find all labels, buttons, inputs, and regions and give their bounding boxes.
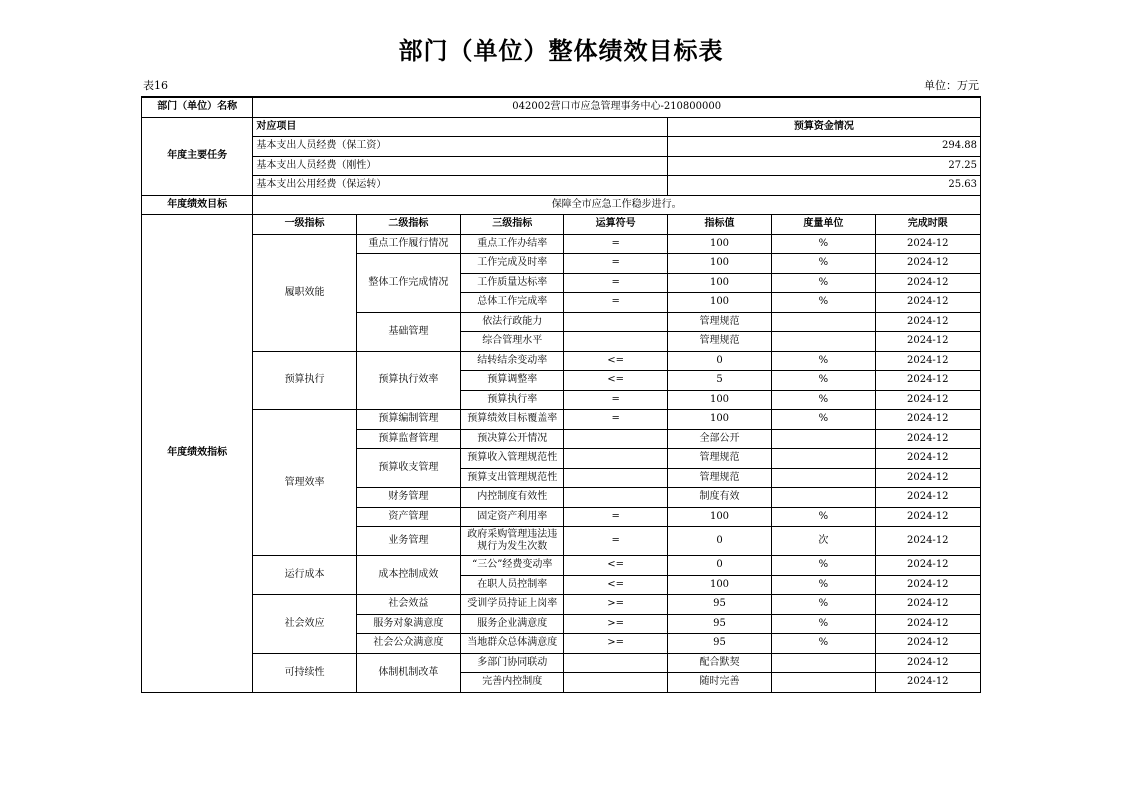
tasks-label: 年度主要任务 (142, 117, 253, 195)
deadline: 2024-12 (875, 312, 980, 332)
deadline: 2024-12 (875, 254, 980, 274)
indicator-row (142, 556, 981, 576)
header-l2: 二级指标 (356, 215, 460, 235)
deadline: 2024-12 (875, 527, 980, 556)
target-value: 管理规范 (667, 332, 771, 352)
level3-indicator: 预算调整率 (461, 371, 564, 391)
dept-name-label: 部门（单位）名称 (142, 97, 253, 117)
task-amount: 27.25 (667, 156, 980, 176)
level3-indicator: 在职人员控制率 (461, 575, 564, 595)
tasks-col-budget: 预算资金情况 (667, 117, 980, 137)
measure-unit (772, 449, 875, 469)
deadline: 2024-12 (875, 273, 980, 293)
operator (564, 449, 667, 469)
measure-unit (772, 653, 875, 673)
level3-indicator: 服务企业满意度 (461, 614, 564, 634)
measure-unit: % (772, 575, 875, 595)
operator: <= (564, 351, 667, 371)
measure-unit (772, 468, 875, 488)
dept-name-value: 042002营口市应急管理事务中心-210800000 (253, 97, 981, 117)
deadline: 2024-12 (875, 634, 980, 654)
deadline: 2024-12 (875, 234, 980, 254)
measure-unit (772, 488, 875, 508)
level2-indicator: 财务管理 (356, 488, 460, 508)
measure-unit: % (772, 556, 875, 576)
target-value: 100 (667, 575, 771, 595)
deadline: 2024-12 (875, 556, 980, 576)
indicator-row (142, 234, 981, 254)
header-value: 指标值 (667, 215, 771, 235)
level2-indicator: 社会效益 (356, 595, 460, 615)
tasks-col-item: 对应项目 (253, 117, 667, 137)
task-amount: 294.88 (667, 137, 980, 157)
deadline: 2024-12 (875, 575, 980, 595)
header-deadline: 完成时限 (875, 215, 980, 235)
deadline: 2024-12 (875, 653, 980, 673)
level3-indicator: 预算绩效目标覆盖率 (461, 410, 564, 430)
operator: = (564, 254, 667, 274)
level3-indicator: 当地群众总体满意度 (461, 634, 564, 654)
level3-indicator: 总体工作完成率 (461, 293, 564, 313)
deadline: 2024-12 (875, 595, 980, 615)
target-value: 100 (667, 234, 771, 254)
measure-unit (772, 429, 875, 449)
level3-indicator: 工作质量达标率 (461, 273, 564, 293)
level2-indicator: 预算编制管理 (356, 410, 460, 430)
level3-indicator: “三公”经费变动率 (461, 556, 564, 576)
measure-unit (772, 312, 875, 332)
header-l1: 一级指标 (253, 215, 356, 235)
level2-indicator: 预算收支管理 (356, 449, 460, 488)
operator (564, 488, 667, 508)
level3-indicator: 预决算公开情况 (461, 429, 564, 449)
target-value: 管理规范 (667, 449, 771, 469)
operator: <= (564, 556, 667, 576)
target-value: 100 (667, 507, 771, 527)
operator (564, 653, 667, 673)
deadline: 2024-12 (875, 449, 980, 469)
level1-indicator: 运行成本 (253, 556, 356, 595)
goal-label: 年度绩效目标 (142, 195, 253, 215)
performance-table (141, 96, 981, 693)
task-item: 基本支出公用经费（保运转） (253, 176, 667, 196)
unit-label: 单位：万元 (924, 79, 979, 92)
deadline: 2024-12 (875, 293, 980, 313)
measure-unit: % (772, 293, 875, 313)
operator: >= (564, 634, 667, 654)
level1-indicator: 履职效能 (253, 234, 356, 351)
measure-unit: % (772, 351, 875, 371)
target-value: 100 (667, 293, 771, 313)
operator (564, 673, 667, 693)
level3-indicator: 工作完成及时率 (461, 254, 564, 274)
goal-value: 保障全市应急工作稳步进行。 (253, 195, 981, 215)
operator: <= (564, 575, 667, 595)
task-item: 基本支出人员经费（保工资） (253, 137, 667, 157)
level3-indicator: 预算支出管理规范性 (461, 468, 564, 488)
operator (564, 312, 667, 332)
deadline: 2024-12 (875, 614, 980, 634)
target-value: 0 (667, 527, 771, 556)
level1-indicator: 预算执行 (253, 351, 356, 410)
deadline: 2024-12 (875, 332, 980, 352)
operator (564, 429, 667, 449)
measure-unit: % (772, 634, 875, 654)
operator: = (564, 390, 667, 410)
level2-indicator: 重点工作履行情况 (356, 234, 460, 254)
target-value: 随时完善 (667, 673, 771, 693)
measure-unit: % (772, 595, 875, 615)
deadline: 2024-12 (875, 410, 980, 430)
task-amount: 25.63 (667, 176, 980, 196)
target-value: 100 (667, 273, 771, 293)
target-value: 全部公开 (667, 429, 771, 449)
measure-unit: % (772, 410, 875, 430)
level1-indicator: 管理效率 (253, 410, 356, 556)
level3-indicator: 结转结余变动率 (461, 351, 564, 371)
level2-indicator: 社会公众满意度 (356, 634, 460, 654)
indicator-row (142, 351, 981, 371)
header-op: 运算符号 (564, 215, 667, 235)
header-l3: 三级指标 (461, 215, 564, 235)
operator: = (564, 273, 667, 293)
level1-indicator: 可持续性 (253, 653, 356, 692)
measure-unit: % (772, 371, 875, 391)
measure-unit: % (772, 614, 875, 634)
measure-unit: % (772, 390, 875, 410)
target-value: 5 (667, 371, 771, 391)
deadline: 2024-12 (875, 488, 980, 508)
operator: = (564, 410, 667, 430)
level3-indicator: 重点工作办结率 (461, 234, 564, 254)
operator: <= (564, 371, 667, 391)
target-value: 100 (667, 390, 771, 410)
operator: = (564, 293, 667, 313)
measure-unit: % (772, 273, 875, 293)
level3-indicator: 内控制度有效性 (461, 488, 564, 508)
target-value: 95 (667, 634, 771, 654)
target-value: 95 (667, 614, 771, 634)
target-value: 0 (667, 351, 771, 371)
level3-indicator: 综合管理水平 (461, 332, 564, 352)
indicator-row (142, 410, 981, 430)
indicator-row (142, 653, 981, 673)
level2-indicator: 预算执行效率 (356, 351, 460, 410)
indicators-label: 年度绩效指标 (142, 215, 253, 693)
level2-indicator: 整体工作完成情况 (356, 254, 460, 313)
page-title: 部门（单位）整体绩效目标表 (398, 37, 724, 65)
target-value: 管理规范 (667, 312, 771, 332)
measure-unit: 次 (772, 527, 875, 556)
target-value: 100 (667, 254, 771, 274)
indicator-row (142, 595, 981, 615)
operator: >= (564, 614, 667, 634)
level3-indicator: 完善内控制度 (461, 673, 564, 693)
operator (564, 332, 667, 352)
target-value: 95 (667, 595, 771, 615)
measure-unit: % (772, 507, 875, 527)
level3-indicator: 依法行政能力 (461, 312, 564, 332)
operator: = (564, 507, 667, 527)
level2-indicator: 体制机制改革 (356, 653, 460, 692)
deadline: 2024-12 (875, 429, 980, 449)
level2-indicator: 基础管理 (356, 312, 460, 351)
level3-indicator: 预算执行率 (461, 390, 564, 410)
operator: = (564, 527, 667, 556)
deadline: 2024-12 (875, 371, 980, 391)
deadline: 2024-12 (875, 468, 980, 488)
deadline: 2024-12 (875, 390, 980, 410)
target-value: 配合默契 (667, 653, 771, 673)
operator (564, 468, 667, 488)
header-unit: 度量单位 (772, 215, 875, 235)
level2-indicator: 业务管理 (356, 527, 460, 556)
deadline: 2024-12 (875, 351, 980, 371)
table-number: 表16 (143, 79, 168, 92)
level3-indicator: 多部门协同联动 (461, 653, 564, 673)
level3-indicator: 固定资产利用率 (461, 507, 564, 527)
measure-unit: % (772, 254, 875, 274)
target-value: 管理规范 (667, 468, 771, 488)
level3-indicator: 受训学员持证上岗率 (461, 595, 564, 615)
target-value: 100 (667, 410, 771, 430)
operator: = (564, 234, 667, 254)
measure-unit (772, 332, 875, 352)
measure-unit: % (772, 234, 875, 254)
level2-indicator: 成本控制成效 (356, 556, 460, 595)
level3-indicator: 预算收入管理规范性 (461, 449, 564, 469)
deadline: 2024-12 (875, 507, 980, 527)
level2-indicator: 服务对象满意度 (356, 614, 460, 634)
level2-indicator: 资产管理 (356, 507, 460, 527)
level3-indicator: 政府采购管理违法违规行为发生次数 (461, 527, 564, 556)
level1-indicator: 社会效应 (253, 595, 356, 654)
measure-unit (772, 673, 875, 693)
operator: >= (564, 595, 667, 615)
target-value: 制度有效 (667, 488, 771, 508)
level2-indicator: 预算监督管理 (356, 429, 460, 449)
deadline: 2024-12 (875, 673, 980, 693)
task-item: 基本支出人员经费（刚性） (253, 156, 667, 176)
target-value: 0 (667, 556, 771, 576)
